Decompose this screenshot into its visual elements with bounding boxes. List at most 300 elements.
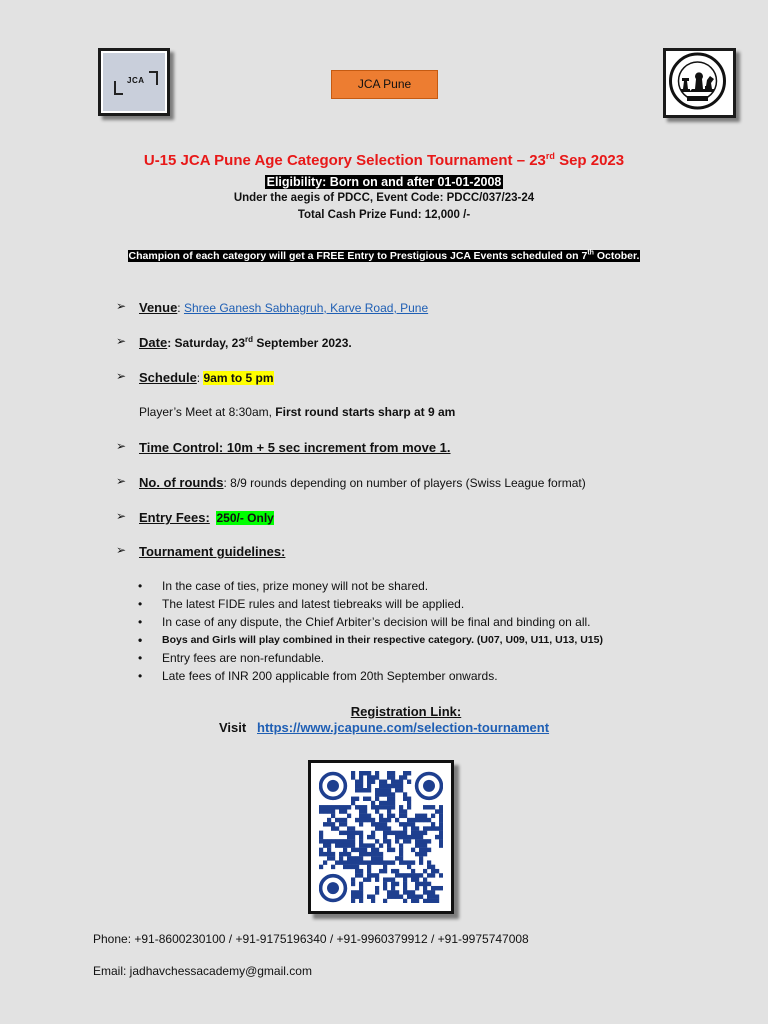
qr-module bbox=[379, 801, 383, 805]
qr-module bbox=[387, 809, 391, 813]
qr-module bbox=[335, 826, 339, 830]
qr-module bbox=[403, 775, 407, 779]
qr-module bbox=[395, 873, 399, 877]
qr-module bbox=[359, 780, 363, 784]
qr-module bbox=[387, 860, 391, 864]
qr-module bbox=[423, 886, 427, 890]
qr-module bbox=[411, 822, 415, 826]
champion-text bbox=[128, 250, 641, 262]
qr-module bbox=[411, 835, 415, 839]
qr-module bbox=[319, 809, 323, 813]
qr-module bbox=[415, 839, 419, 843]
qr-module bbox=[391, 877, 395, 881]
qr-module bbox=[327, 856, 331, 860]
qr-module bbox=[319, 848, 323, 852]
qr-module bbox=[411, 894, 415, 898]
qr-module bbox=[407, 835, 411, 839]
qr-module bbox=[403, 839, 407, 843]
qr-module bbox=[367, 818, 371, 822]
qr-module bbox=[331, 826, 335, 830]
meet-text: Player’s Meet at 8:30am, bbox=[139, 405, 276, 419]
qr-module bbox=[331, 865, 335, 869]
qr-module bbox=[359, 771, 363, 775]
qr-module bbox=[399, 809, 403, 813]
qr-module bbox=[351, 826, 355, 830]
qr-module bbox=[411, 877, 415, 881]
qr-module bbox=[339, 809, 343, 813]
qr-module bbox=[359, 775, 363, 779]
qr-module bbox=[423, 831, 427, 835]
qr-module bbox=[391, 848, 395, 852]
list-item: • Entry fees are non-refundable. bbox=[138, 651, 603, 669]
qr-module bbox=[419, 814, 423, 818]
qr-module bbox=[399, 848, 403, 852]
champion-text-end: October. bbox=[593, 250, 640, 262]
qr-module bbox=[319, 852, 323, 856]
qr-module bbox=[371, 818, 375, 822]
qr-module bbox=[399, 852, 403, 856]
qr-module bbox=[375, 852, 379, 856]
qr-module bbox=[359, 899, 363, 903]
qr-module bbox=[347, 814, 351, 818]
rounds-value: : 8/9 rounds depending on number of players (Swiss League format) bbox=[223, 476, 586, 490]
qr-module bbox=[363, 860, 367, 864]
qr-module bbox=[351, 899, 355, 903]
qr-module bbox=[347, 852, 351, 856]
qr-module bbox=[367, 869, 371, 873]
qr-module bbox=[403, 860, 407, 864]
qr-module bbox=[347, 860, 351, 864]
qr-module bbox=[427, 899, 431, 903]
players-meet-line bbox=[139, 405, 455, 419]
qr-module bbox=[395, 780, 399, 784]
qr-module bbox=[367, 784, 371, 788]
qr-module bbox=[419, 856, 423, 860]
qr-module bbox=[367, 775, 371, 779]
qr-module bbox=[439, 822, 443, 826]
qr-module bbox=[355, 894, 359, 898]
qr-module bbox=[367, 873, 371, 877]
qr-module bbox=[423, 818, 427, 822]
qr-module bbox=[435, 835, 439, 839]
qr-module bbox=[359, 805, 363, 809]
qr-module bbox=[363, 809, 367, 813]
qr-module bbox=[371, 860, 375, 864]
qr-module bbox=[407, 822, 411, 826]
qr-module bbox=[335, 839, 339, 843]
qr-module bbox=[371, 822, 375, 826]
qr-module bbox=[327, 809, 331, 813]
qr-module bbox=[403, 822, 407, 826]
date-value-text: : Saturday, 23 bbox=[167, 336, 245, 350]
qr-module bbox=[327, 852, 331, 856]
qr-module bbox=[375, 822, 379, 826]
qr-module bbox=[379, 784, 383, 788]
qr-module bbox=[427, 890, 431, 894]
qr-module bbox=[339, 856, 343, 860]
qr-module bbox=[419, 843, 423, 847]
qr-module bbox=[343, 848, 347, 852]
first-round-text: First round starts sharp at 9 am bbox=[275, 405, 456, 419]
qr-module bbox=[431, 826, 435, 830]
qr-module bbox=[363, 877, 367, 881]
qr-module bbox=[399, 775, 403, 779]
qr-module bbox=[355, 788, 359, 792]
qr-module bbox=[427, 865, 431, 869]
qr-module bbox=[399, 860, 403, 864]
qr-module bbox=[347, 843, 351, 847]
arrow-bullet-icon: ➢ bbox=[116, 299, 127, 313]
qr-module bbox=[387, 788, 391, 792]
qr-module bbox=[363, 797, 367, 801]
qr-module bbox=[415, 899, 419, 903]
jca-logo-text: JCA bbox=[127, 76, 145, 85]
qr-module bbox=[415, 831, 419, 835]
qr-module bbox=[427, 818, 431, 822]
qr-module bbox=[367, 797, 371, 801]
qr-module bbox=[399, 784, 403, 788]
qr-module bbox=[343, 843, 347, 847]
qr-module bbox=[395, 882, 399, 886]
qr-module bbox=[403, 873, 407, 877]
qr-module bbox=[395, 818, 399, 822]
qr-module bbox=[331, 805, 335, 809]
qr-module bbox=[335, 805, 339, 809]
qr-module bbox=[351, 865, 355, 869]
qr-module bbox=[339, 805, 343, 809]
qr-module bbox=[355, 805, 359, 809]
qr-module bbox=[375, 809, 379, 813]
qr-module bbox=[399, 788, 403, 792]
qr-module bbox=[371, 856, 375, 860]
qr-module bbox=[351, 860, 355, 864]
date-superscript: rd bbox=[245, 335, 253, 344]
qr-module bbox=[351, 797, 355, 801]
qr-module bbox=[391, 797, 395, 801]
qr-module bbox=[323, 839, 327, 843]
qr-module bbox=[391, 771, 395, 775]
qr-module bbox=[427, 805, 431, 809]
qr-module bbox=[395, 894, 399, 898]
title-text: U-15 JCA Pune Age Category Selection Tournament – 23 bbox=[143, 152, 546, 169]
qr-module bbox=[391, 784, 395, 788]
qr-module bbox=[439, 814, 443, 818]
qr-module bbox=[387, 877, 391, 881]
qr-module bbox=[343, 809, 347, 813]
qr-module bbox=[379, 869, 383, 873]
qr-module bbox=[347, 831, 351, 835]
qr-module bbox=[387, 784, 391, 788]
qr-module bbox=[415, 877, 419, 881]
list-item: • Boys and Girls will play combined in their respective category. (U07, U09, U11, U13, U15) bbox=[138, 633, 603, 651]
qr-module bbox=[375, 771, 379, 775]
qr-module bbox=[423, 843, 427, 847]
qr-module bbox=[367, 814, 371, 818]
qr-module bbox=[355, 818, 359, 822]
qr-module bbox=[351, 843, 355, 847]
qr-module bbox=[431, 814, 435, 818]
qr-module bbox=[383, 869, 387, 873]
qr-module bbox=[407, 818, 411, 822]
qr-module bbox=[347, 835, 351, 839]
qr-module bbox=[363, 848, 367, 852]
qr-module bbox=[403, 792, 407, 796]
qr-module bbox=[395, 890, 399, 894]
qr-module bbox=[439, 886, 443, 890]
qr-module bbox=[423, 848, 427, 852]
qr-module bbox=[383, 822, 387, 826]
qr-module bbox=[423, 877, 427, 881]
qr-module bbox=[439, 805, 443, 809]
qr-module bbox=[383, 882, 387, 886]
eligibility-text: Eligibility: Born on and after 01-01-2008 bbox=[266, 175, 502, 189]
qr-module bbox=[319, 835, 323, 839]
date-label: Date bbox=[139, 335, 168, 350]
qr-code-icon bbox=[319, 771, 443, 903]
qr-module bbox=[431, 890, 435, 894]
qr-module bbox=[379, 852, 383, 856]
qr-module bbox=[367, 780, 371, 784]
qr-module bbox=[407, 890, 411, 894]
qr-module bbox=[427, 848, 431, 852]
qr-module bbox=[323, 852, 327, 856]
qr-module bbox=[399, 780, 403, 784]
qr-module bbox=[351, 831, 355, 835]
qr-module bbox=[323, 809, 327, 813]
qr-module bbox=[439, 835, 443, 839]
qr-module bbox=[387, 775, 391, 779]
qr-module bbox=[343, 865, 347, 869]
qr-module bbox=[375, 805, 379, 809]
qr-finder-dot bbox=[327, 780, 339, 792]
qr-module bbox=[387, 839, 391, 843]
qr-module bbox=[435, 886, 439, 890]
list-item: • Late fees of INR 200 applicable from 20th September onwards. bbox=[138, 669, 603, 687]
qr-module bbox=[403, 877, 407, 881]
qr-module bbox=[423, 814, 427, 818]
qr-module bbox=[419, 831, 423, 835]
qr-module bbox=[403, 771, 407, 775]
prize-fund-line: Total Cash Prize Fund: 12,000 /- bbox=[297, 209, 471, 221]
qr-module bbox=[379, 826, 383, 830]
qr-module bbox=[395, 856, 399, 860]
qr-module bbox=[371, 852, 375, 856]
qr-module bbox=[395, 869, 399, 873]
qr-module bbox=[343, 805, 347, 809]
qr-module bbox=[387, 831, 391, 835]
qr-module bbox=[359, 814, 363, 818]
qr-module bbox=[359, 894, 363, 898]
qr-module bbox=[375, 792, 379, 796]
qr-module bbox=[383, 865, 387, 869]
qr-module bbox=[423, 869, 427, 873]
qr-module bbox=[435, 869, 439, 873]
qr-module bbox=[399, 873, 403, 877]
qr-module bbox=[371, 899, 375, 903]
qr-module bbox=[351, 835, 355, 839]
qr-module bbox=[407, 797, 411, 801]
title-text-end: Sep 2023 bbox=[554, 152, 625, 169]
qr-module bbox=[343, 831, 347, 835]
qr-module bbox=[411, 826, 415, 830]
qr-module bbox=[339, 860, 343, 864]
arrow-bullet-icon: ➢ bbox=[116, 439, 127, 453]
qr-module bbox=[367, 865, 371, 869]
qr-module bbox=[407, 860, 411, 864]
qr-module bbox=[319, 805, 323, 809]
qr-module bbox=[371, 873, 375, 877]
qr-module bbox=[371, 780, 375, 784]
qr-module bbox=[371, 775, 375, 779]
qr-module bbox=[391, 805, 395, 809]
arrow-bullet-icon: ➢ bbox=[116, 509, 127, 523]
qr-module bbox=[331, 814, 335, 818]
qr-module bbox=[403, 899, 407, 903]
champion-superscript: th bbox=[587, 249, 594, 257]
qr-module bbox=[363, 814, 367, 818]
qr-module bbox=[387, 890, 391, 894]
schedule-label: Schedule bbox=[139, 370, 197, 385]
venue-link[interactable]: Shree Ganesh Sabhagruh, Karve Road, Pune bbox=[183, 301, 429, 315]
champion-line bbox=[0, 246, 768, 264]
qr-module bbox=[439, 809, 443, 813]
qr-module bbox=[407, 805, 411, 809]
qr-module bbox=[375, 860, 379, 864]
qr-module bbox=[439, 839, 443, 843]
qr-module bbox=[359, 809, 363, 813]
qr-module bbox=[375, 886, 379, 890]
qr-module bbox=[327, 822, 331, 826]
qr-module bbox=[383, 886, 387, 890]
qr-module bbox=[367, 852, 371, 856]
arrow-bullet-icon: ➢ bbox=[116, 474, 127, 488]
qr-module bbox=[367, 771, 371, 775]
qr-module bbox=[371, 831, 375, 835]
qr-module bbox=[403, 835, 407, 839]
qr-module bbox=[439, 873, 443, 877]
qr-module bbox=[415, 894, 419, 898]
qr-module bbox=[415, 814, 419, 818]
qr-module bbox=[435, 894, 439, 898]
visit-label: Visit bbox=[218, 720, 247, 735]
qr-module bbox=[387, 894, 391, 898]
qr-module bbox=[355, 831, 359, 835]
qr-module bbox=[415, 882, 419, 886]
qr-module bbox=[407, 780, 411, 784]
qr-module bbox=[359, 852, 363, 856]
qr-module bbox=[411, 890, 415, 894]
qr-module bbox=[391, 860, 395, 864]
arrow-bullet-icon: ➢ bbox=[116, 334, 127, 348]
qr-module bbox=[355, 890, 359, 894]
qr-code[interactable] bbox=[308, 760, 454, 914]
qr-module bbox=[415, 826, 419, 830]
qr-module bbox=[355, 797, 359, 801]
qr-module bbox=[367, 860, 371, 864]
guidelines-list bbox=[138, 579, 603, 687]
qr-module bbox=[431, 805, 435, 809]
qr-module bbox=[383, 899, 387, 903]
qr-module bbox=[331, 809, 335, 813]
qr-module bbox=[359, 890, 363, 894]
qr-module bbox=[435, 899, 439, 903]
schedule-value: 9am to 5 pm bbox=[203, 371, 274, 385]
qr-module bbox=[359, 860, 363, 864]
registration-title: Registration Link: bbox=[350, 704, 462, 719]
qr-module bbox=[355, 780, 359, 784]
qr-module bbox=[359, 835, 363, 839]
time-control-label: Time Control: 10m + 5 sec increment from move 1. bbox=[139, 440, 451, 455]
qr-module bbox=[339, 839, 343, 843]
qr-module bbox=[379, 818, 383, 822]
qr-module bbox=[419, 882, 423, 886]
venue-label: Venue bbox=[139, 300, 178, 315]
qr-module bbox=[351, 801, 355, 805]
registration-link[interactable]: https://www.jcapune.com/selection-tournament bbox=[257, 720, 550, 735]
qr-module bbox=[355, 860, 359, 864]
aegis-line: Under the aegis of PDCC, Event Code: PDCC/037/23-24 bbox=[233, 192, 535, 204]
qr-module bbox=[427, 873, 431, 877]
qr-module bbox=[411, 831, 415, 835]
qr-module bbox=[375, 856, 379, 860]
qr-module bbox=[363, 818, 367, 822]
qr-module bbox=[327, 839, 331, 843]
qr-module bbox=[339, 818, 343, 822]
qr-finder-dot bbox=[423, 780, 435, 792]
qr-module bbox=[399, 856, 403, 860]
qr-module bbox=[375, 890, 379, 894]
qr-module bbox=[383, 826, 387, 830]
qr-module bbox=[371, 801, 375, 805]
qr-module bbox=[411, 848, 415, 852]
qr-module bbox=[355, 856, 359, 860]
qr-module bbox=[327, 818, 331, 822]
champion-text-main: Champion of each category will get a FREE Entry to Prestigious JCA Events scheduled on 7 bbox=[128, 250, 588, 262]
qr-module bbox=[375, 775, 379, 779]
qr-module bbox=[363, 771, 367, 775]
qr-module bbox=[355, 873, 359, 877]
qr-module bbox=[391, 882, 395, 886]
qr-module bbox=[407, 865, 411, 869]
qr-module bbox=[379, 843, 383, 847]
qr-module bbox=[431, 865, 435, 869]
qr-module bbox=[359, 831, 363, 835]
qr-module bbox=[331, 839, 335, 843]
qr-module bbox=[431, 869, 435, 873]
qr-module bbox=[439, 831, 443, 835]
qr-module bbox=[399, 831, 403, 835]
qr-module bbox=[431, 873, 435, 877]
email-line: Email: jadhavchessacademy@gmail.com bbox=[93, 964, 312, 978]
qr-module bbox=[415, 843, 419, 847]
qr-module bbox=[319, 839, 323, 843]
qr-module bbox=[439, 843, 443, 847]
qr-module bbox=[403, 890, 407, 894]
qr-module bbox=[403, 831, 407, 835]
qr-module bbox=[399, 822, 403, 826]
guidelines-label: Tournament guidelines: bbox=[139, 544, 286, 559]
qr-module bbox=[367, 843, 371, 847]
qr-module bbox=[375, 877, 379, 881]
list-item: • The latest FIDE rules and latest tiebreaks will be applied. bbox=[138, 597, 603, 615]
qr-module bbox=[383, 801, 387, 805]
qr-module bbox=[419, 852, 423, 856]
qr-module bbox=[331, 852, 335, 856]
rounds-label: No. of rounds bbox=[139, 475, 224, 490]
qr-module bbox=[359, 784, 363, 788]
qr-module bbox=[347, 856, 351, 860]
qr-module bbox=[339, 843, 343, 847]
